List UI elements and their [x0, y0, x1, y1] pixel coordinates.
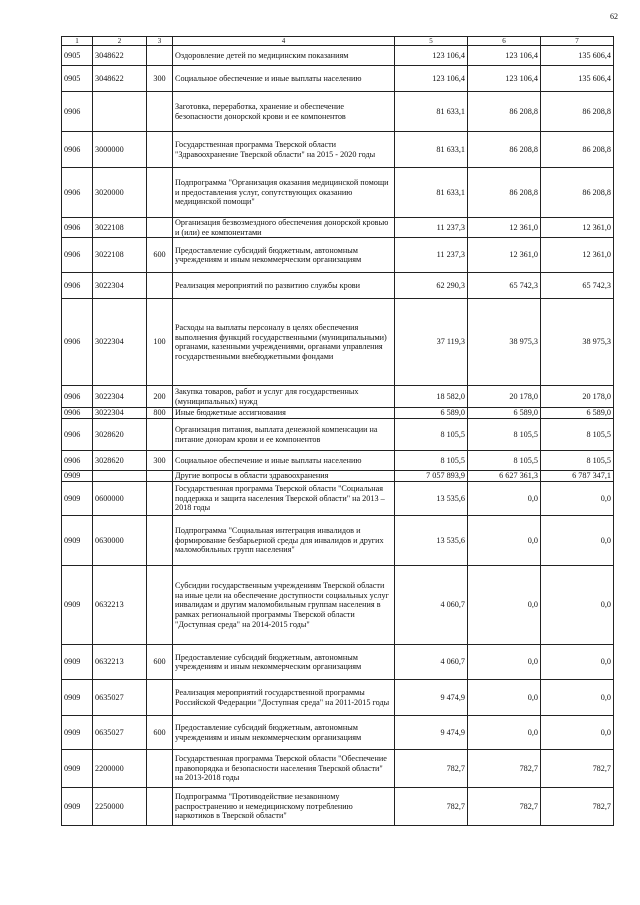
section-code: 0906: [62, 273, 93, 299]
expense-type-code: [147, 750, 173, 788]
section-code: 0906: [62, 386, 93, 408]
amount-col5: 18 582,0: [395, 386, 468, 408]
amount-col7: 8 105,5: [541, 419, 614, 451]
amount-col5: 7 057 893,9: [395, 471, 468, 482]
amount-col7: 6 589,0: [541, 408, 614, 419]
section-code: 0909: [62, 645, 93, 680]
item-name: Организация безвозмездного обеспечения донорской кровью и (или) ее компонентами: [173, 218, 395, 238]
column-number: 7: [541, 37, 614, 46]
amount-col7: 86 208,8: [541, 92, 614, 132]
target-article-code: 3022304: [93, 273, 147, 299]
target-article-code: 3048622: [93, 66, 147, 92]
section-code: 0909: [62, 566, 93, 645]
column-number: 3: [147, 37, 173, 46]
target-article-code: 3028620: [93, 419, 147, 451]
amount-col7: 0,0: [541, 516, 614, 566]
column-number-row: [62, 37, 614, 46]
amount-col5: 81 633,1: [395, 92, 468, 132]
amount-col5: 782,7: [395, 788, 468, 826]
amount-col6: 12 361,0: [468, 238, 541, 273]
table-row: [62, 66, 614, 92]
amount-col5: 8 105,5: [395, 419, 468, 451]
amount-col6: 86 208,8: [468, 92, 541, 132]
budget-table: [61, 36, 614, 826]
expense-type-code: 800: [147, 408, 173, 419]
amount-col6: 0,0: [468, 516, 541, 566]
amount-col7: 135 606,4: [541, 66, 614, 92]
amount-col7: 38 975,3: [541, 299, 614, 386]
expense-type-code: [147, 680, 173, 716]
section-code: 0906: [62, 218, 93, 238]
table-row: [62, 218, 614, 238]
expense-type-code: 300: [147, 451, 173, 471]
target-article-code: 0630000: [93, 516, 147, 566]
column-number: 5: [395, 37, 468, 46]
table-row: [62, 238, 614, 273]
item-name: Социальное обеспечение и иные выплаты населению: [173, 451, 395, 471]
amount-col7: 0,0: [541, 645, 614, 680]
amount-col5: 37 119,3: [395, 299, 468, 386]
amount-col6: 0,0: [468, 645, 541, 680]
amount-col6: 123 106,4: [468, 66, 541, 92]
amount-col5: 11 237,3: [395, 218, 468, 238]
expense-type-code: [147, 46, 173, 66]
section-code: 0905: [62, 66, 93, 92]
page-number: 62: [610, 12, 618, 21]
expense-type-code: [147, 218, 173, 238]
amount-col7: 0,0: [541, 716, 614, 750]
target-article-code: [93, 471, 147, 482]
item-name: Предоставление субсидий бюджетным, автономным учреждениям и иным некоммерческим организациям: [173, 645, 395, 680]
table-row: [62, 645, 614, 680]
item-name: Реализация мероприятий государственной программы Российской Федерации "Доступная среда" на 2011-2015 годы: [173, 680, 395, 716]
item-name: Закупка товаров, работ и услуг для государственных (муниципальных) нужд: [173, 386, 395, 408]
table-row: [62, 680, 614, 716]
amount-col5: 4 060,7: [395, 645, 468, 680]
section-code: 0909: [62, 680, 93, 716]
amount-col6: 8 105,5: [468, 419, 541, 451]
item-name: Заготовка, переработка, хранение и обеспечение безопасности донорской крови и ее компонентов: [173, 92, 395, 132]
item-name: Субсидии государственным учреждениям Тверской области на иные цели на обеспечение доступности социальных услуг инвалидам и другим маломобильным группам населения в рамках региональной программы Тверской области "Доступная среда" на 2014-2015 годы": [173, 566, 395, 645]
amount-col6: 86 208,8: [468, 168, 541, 218]
amount-col7: 0,0: [541, 680, 614, 716]
target-article-code: 0632213: [93, 645, 147, 680]
amount-col5: 4 060,7: [395, 566, 468, 645]
amount-col5: 81 633,1: [395, 168, 468, 218]
table-row: [62, 788, 614, 826]
section-code: 0909: [62, 788, 93, 826]
amount-col7: 0,0: [541, 566, 614, 645]
item-name: Оздоровление детей по медицинским показаниям: [173, 46, 395, 66]
target-article-code: 3022304: [93, 299, 147, 386]
amount-col5: 782,7: [395, 750, 468, 788]
expense-type-code: [147, 92, 173, 132]
table-row: [62, 168, 614, 218]
amount-col5: 13 535,6: [395, 482, 468, 516]
item-name: Предоставление субсидий бюджетным, автономным учреждениям и иным некоммерческим организациям: [173, 238, 395, 273]
section-code: 0906: [62, 238, 93, 273]
item-name: Государственная программа Тверской области "Обеспечение правопорядка и безопасности населения Тверской области" на 2013-2018 годы: [173, 750, 395, 788]
target-article-code: [93, 92, 147, 132]
target-article-code: 3048622: [93, 46, 147, 66]
item-name: Подпрограмма "Социальная интеграция инвалидов и формирование безбарьерной среды для инвалидов и других маломобильных групп населения": [173, 516, 395, 566]
expense-type-code: 300: [147, 66, 173, 92]
table-row: [62, 482, 614, 516]
amount-col5: 6 589,0: [395, 408, 468, 419]
item-name: Государственная программа Тверской области "Социальная поддержка и защита населения Тверской области" на 2013 – 2018 годы: [173, 482, 395, 516]
target-article-code: 0635027: [93, 680, 147, 716]
item-name: Другие вопросы в области здравоохранения: [173, 471, 395, 482]
column-number: 6: [468, 37, 541, 46]
section-code: 0906: [62, 92, 93, 132]
section-code: 0906: [62, 299, 93, 386]
amount-col6: 38 975,3: [468, 299, 541, 386]
table-row: [62, 419, 614, 451]
amount-col5: 123 106,4: [395, 66, 468, 92]
amount-col6: 8 105,5: [468, 451, 541, 471]
table-row: [62, 451, 614, 471]
expense-type-code: [147, 788, 173, 826]
amount-col5: 9 474,9: [395, 680, 468, 716]
amount-col5: 62 290,3: [395, 273, 468, 299]
item-name: Реализация мероприятий по развитию службы крови: [173, 273, 395, 299]
amount-col7: 6 787 347,1: [541, 471, 614, 482]
amount-col6: 6 627 361,3: [468, 471, 541, 482]
section-code: 0909: [62, 750, 93, 788]
target-article-code: 3020000: [93, 168, 147, 218]
table-row: [62, 46, 614, 66]
expense-type-code: [147, 273, 173, 299]
table-row: [62, 386, 614, 408]
amount-col7: 65 742,3: [541, 273, 614, 299]
table-row: [62, 750, 614, 788]
item-name: Предоставление субсидий бюджетным, автономным учреждениям и иным некоммерческим организациям: [173, 716, 395, 750]
target-article-code: 3022108: [93, 238, 147, 273]
amount-col7: 12 361,0: [541, 238, 614, 273]
expense-type-code: 600: [147, 645, 173, 680]
expense-type-code: [147, 482, 173, 516]
section-code: 0909: [62, 471, 93, 482]
item-name: Организация питания, выплата денежной компенсации на питание донорам крови и ее компонентов: [173, 419, 395, 451]
expense-type-code: [147, 419, 173, 451]
amount-col5: 8 105,5: [395, 451, 468, 471]
column-number: 2: [93, 37, 147, 46]
section-code: 0906: [62, 451, 93, 471]
table-row: [62, 408, 614, 419]
amount-col6: 782,7: [468, 750, 541, 788]
column-number: 4: [173, 37, 395, 46]
target-article-code: 3022304: [93, 408, 147, 419]
target-article-code: 3028620: [93, 451, 147, 471]
item-name: Социальное обеспечение и иные выплаты населению: [173, 66, 395, 92]
amount-col6: 0,0: [468, 482, 541, 516]
amount-col6: 12 361,0: [468, 218, 541, 238]
section-code: 0906: [62, 419, 93, 451]
amount-col5: 9 474,9: [395, 716, 468, 750]
expense-type-code: [147, 516, 173, 566]
table-row: [62, 471, 614, 482]
column-number: 1: [62, 37, 93, 46]
item-name: Расходы на выплаты персоналу в целях обеспечения выполнения функций государственными (муниципальными) органами, казенными учреждениями, органами управления государственными внебюджетными фондами: [173, 299, 395, 386]
amount-col5: 81 633,1: [395, 132, 468, 168]
amount-col6: 0,0: [468, 566, 541, 645]
amount-col7: 86 208,8: [541, 132, 614, 168]
amount-col6: 65 742,3: [468, 273, 541, 299]
amount-col6: 123 106,4: [468, 46, 541, 66]
amount-col7: 0,0: [541, 482, 614, 516]
target-article-code: 0600000: [93, 482, 147, 516]
amount-col6: 86 208,8: [468, 132, 541, 168]
expense-type-code: 600: [147, 238, 173, 273]
table-row: [62, 566, 614, 645]
expense-type-code: [147, 566, 173, 645]
amount-col7: 12 361,0: [541, 218, 614, 238]
amount-col6: 20 178,0: [468, 386, 541, 408]
amount-col6: 0,0: [468, 716, 541, 750]
expense-type-code: [147, 168, 173, 218]
amount-col7: 135 606,4: [541, 46, 614, 66]
section-code: 0906: [62, 168, 93, 218]
target-article-code: 2250000: [93, 788, 147, 826]
amount-col5: 13 535,6: [395, 516, 468, 566]
table-row: [62, 299, 614, 386]
table-row: [62, 132, 614, 168]
table-row: [62, 516, 614, 566]
target-article-code: 3000000: [93, 132, 147, 168]
section-code: 0909: [62, 516, 93, 566]
item-name: Иные бюджетные ассигнования: [173, 408, 395, 419]
section-code: 0909: [62, 716, 93, 750]
target-article-code: 2200000: [93, 750, 147, 788]
amount-col5: 11 237,3: [395, 238, 468, 273]
target-article-code: 0635027: [93, 716, 147, 750]
amount-col7: 8 105,5: [541, 451, 614, 471]
expense-type-code: 200: [147, 386, 173, 408]
expense-type-code: 100: [147, 299, 173, 386]
amount-col6: 0,0: [468, 680, 541, 716]
section-code: 0909: [62, 482, 93, 516]
table-row: [62, 92, 614, 132]
amount-col6: 6 589,0: [468, 408, 541, 419]
expense-type-code: 600: [147, 716, 173, 750]
section-code: 0906: [62, 132, 93, 168]
expense-type-code: [147, 132, 173, 168]
amount-col7: 20 178,0: [541, 386, 614, 408]
item-name: Государственная программа Тверской области "Здравоохранение Тверской области" на 2015 - 2020 годы: [173, 132, 395, 168]
amount-col6: 782,7: [468, 788, 541, 826]
section-code: 0906: [62, 408, 93, 419]
amount-col7: 782,7: [541, 750, 614, 788]
expense-type-code: [147, 471, 173, 482]
amount-col7: 86 208,8: [541, 168, 614, 218]
item-name: Подпрограмма "Организация оказания медицинской помощи и предоставления услуг, сопутствующих оказанию медицинской помощи": [173, 168, 395, 218]
amount-col7: 782,7: [541, 788, 614, 826]
section-code: 0905: [62, 46, 93, 66]
item-name: Подпрограмма "Противодействие незаконному распространению и немедицинскому потреблению наркотиков в Тверской области": [173, 788, 395, 826]
table-row: [62, 273, 614, 299]
target-article-code: 3022304: [93, 386, 147, 408]
table-row: [62, 716, 614, 750]
target-article-code: 3022108: [93, 218, 147, 238]
target-article-code: 0632213: [93, 566, 147, 645]
amount-col5: 123 106,4: [395, 46, 468, 66]
